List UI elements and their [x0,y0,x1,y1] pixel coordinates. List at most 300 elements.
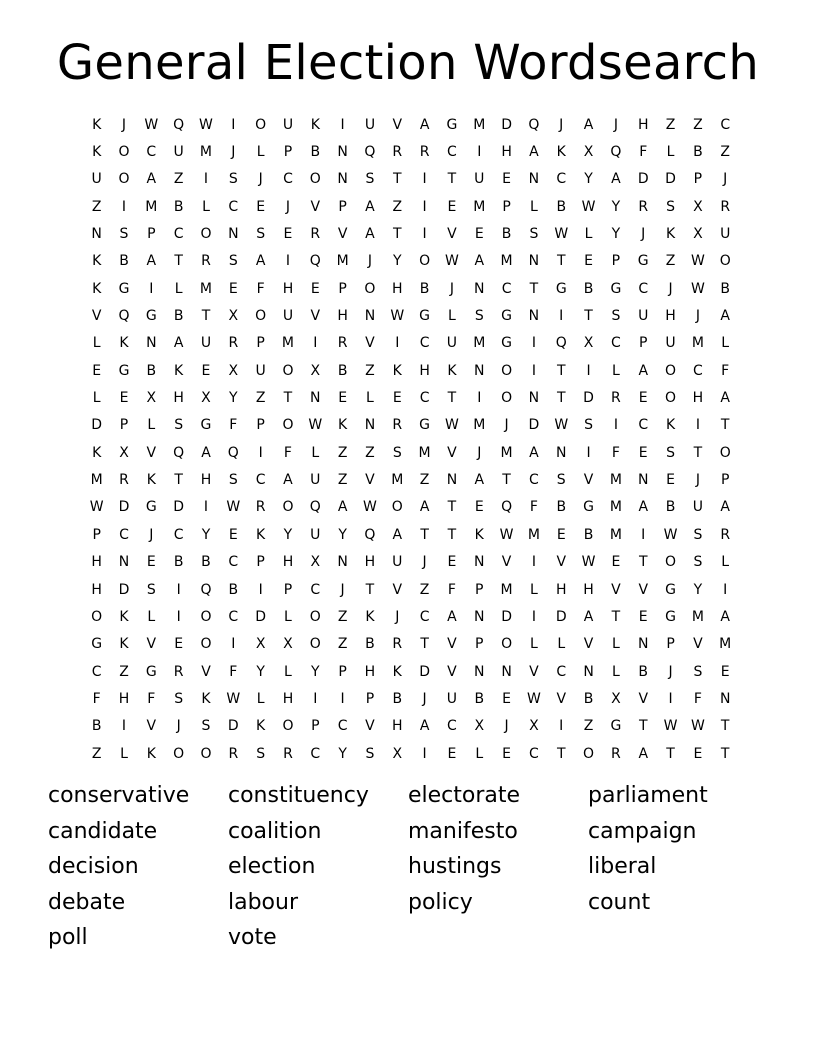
grid-letter: C [611,335,621,352]
grid-letter: W [663,718,678,735]
grid-letter: N [146,335,157,352]
grid-letter: Q [364,526,376,543]
grid-letter: J [641,226,646,243]
grid-letter: J [258,171,263,188]
grid-letter: P [256,417,265,434]
grid-letter: T [556,253,566,270]
grid-letter: A [419,116,430,133]
grid-letter: T [720,417,730,434]
grid-letter: H [364,663,376,680]
grid-letter: Y [693,581,703,598]
grid-letter: U [255,362,266,379]
grid-letter: H [118,690,130,707]
grid-letter: U [282,116,294,133]
grid-letter: N [637,472,649,489]
grid-letter: X [583,144,594,161]
grid-letter: I [231,636,236,653]
grid-letter: A [419,718,430,735]
grid-letter: R [392,144,403,161]
grid-letter: A [720,499,730,516]
grid-letter: H [555,581,567,598]
grid-letter: I [258,581,263,598]
grid-letter: Z [337,608,348,625]
grid-letter: Z [91,198,102,215]
grid-letter: A [638,745,649,762]
grid-letter: O [665,554,677,571]
grid-letter: X [583,335,594,352]
grid-letter: E [447,554,457,571]
grid-letter: M [609,499,622,516]
grid-letter: P [693,171,703,188]
grid-letter: U [392,554,403,571]
grid-row [83,576,739,603]
grid-letter: G [446,116,458,133]
grid-letter: C [529,745,539,762]
grid-letter: T [556,362,566,379]
grid-letter: G [200,417,212,434]
grid-letter: O [364,280,376,297]
grid-letter: Q [309,253,321,270]
grid-letter: S [256,226,266,243]
grid-letter: U [310,526,321,543]
grid-letter: S [228,171,238,188]
grid-letter: Z [720,144,730,161]
grid-letter: W [554,417,569,434]
grid-letter: G [118,362,130,379]
grid-letter: W [663,526,678,543]
grid-letter: T [365,581,375,598]
grid-letter: Z [419,581,430,598]
grid-letter: Y [584,171,593,188]
grid-letter: J [695,308,700,325]
grid-letter: N [637,636,649,653]
grid-letter: H [282,280,294,297]
grid-letter: T [447,390,457,407]
grid-letter: F [639,144,648,161]
grid-letter: I [176,608,181,625]
grid-letter: I [586,444,591,461]
grid-letter: L [147,608,156,625]
grid-letter: S [693,663,703,680]
grid-letter: R [419,144,430,161]
grid-row [83,631,739,658]
grid-letter: I [176,581,181,598]
grid-letter: I [559,718,564,735]
grid-letter: I [203,171,209,188]
grid-letter: M [391,472,404,489]
word-list-item: poll [48,925,88,951]
grid-letter: W [445,253,459,270]
grid-letter: W [226,499,241,516]
grid-letter: D [501,116,512,133]
grid-letter: F [447,581,456,598]
grid-letter: A [611,171,621,188]
grid-letter: R [228,335,239,352]
grid-letter: B [119,253,129,270]
grid-letter: M [691,335,704,352]
grid-letter: K [92,253,102,270]
grid-letter: K [392,362,402,379]
grid-letter: I [258,444,263,461]
grid-letter: C [419,390,430,407]
grid-letter: L [174,280,183,297]
grid-letter: F [529,499,538,516]
grid-letter: D [419,663,430,680]
grid-letter: V [365,718,375,735]
grid-letter: W [499,526,514,543]
grid-letter: Z [337,472,348,489]
grid-letter: C [447,144,457,161]
grid-letter: E [146,554,156,571]
grid-letter: E [447,745,457,762]
grid-letter: V [583,636,594,653]
grid-letter: Z [365,444,375,461]
grid-letter: E [92,362,102,379]
grid-letter: E [447,198,457,215]
grid-letter: V [146,636,157,653]
grid-letter: G [419,417,431,434]
grid-letter: V [611,581,621,598]
grid-row [83,466,739,493]
grid-letter: K [338,417,348,434]
grid-letter: G [145,308,157,325]
grid-letter: A [529,144,539,161]
grid-letter: A [447,608,457,625]
grid-letter: O [282,417,294,434]
grid-letter: Y [311,663,320,680]
grid-letter: U [364,116,376,133]
grid-letter: V [693,636,703,653]
grid-letter: T [502,472,511,489]
grid-letter: G [610,718,622,735]
grid-letter: J [422,554,427,571]
grid-row [83,248,739,275]
grid-letter: H [583,581,594,598]
grid-letter: B [501,226,512,243]
grid-letter: L [256,144,265,161]
grid-letter: O [173,745,185,762]
grid-letter: U [720,226,731,243]
grid-letter: O [282,499,294,516]
grid-letter: S [584,417,594,434]
grid-letter: I [422,171,427,188]
grid-letter: N [228,226,239,243]
grid-letter: N [719,690,731,707]
grid-row [83,138,739,165]
grid-letter: F [147,690,156,707]
grid-letter: R [255,499,266,516]
grid-letter: X [611,690,621,707]
grid-letter: O [309,636,321,653]
grid-letter: X [474,718,485,735]
grid-letter: K [92,280,102,297]
grid-letter: L [584,226,593,243]
grid-row [83,713,739,740]
grid-letter: E [474,499,484,516]
grid-letter: U [282,308,294,325]
grid-letter: I [313,335,318,352]
grid-letter: W [690,718,705,735]
grid-letter: M [473,198,486,215]
grid-letter: A [638,499,649,516]
word-list-item: candidate [48,818,158,844]
grid-letter: F [611,444,620,461]
word-list-item: liberal [588,854,657,880]
grid-letter: F [693,690,702,707]
grid-letter: F [256,280,265,297]
word-list-item: hustings [408,854,502,880]
grid-letter: C [419,335,430,352]
grid-letter: K [474,526,484,543]
grid-letter: U [173,144,184,161]
grid-letter: T [201,308,211,325]
grid-letter: P [365,690,375,707]
grid-letter: O [255,116,267,133]
grid-letter: V [447,663,457,680]
grid-letter: C [228,198,239,215]
grid-row [83,549,739,576]
grid-letter: S [365,171,375,188]
grid-letter: C [720,116,731,133]
grid-letter: N [474,608,485,625]
grid-letter: I [477,390,482,407]
grid-letter: Z [392,198,403,215]
grid-letter: G [555,280,567,297]
grid-letter: S [474,308,484,325]
grid-letter: J [231,144,236,161]
grid-letter: L [284,608,292,625]
grid-letter: N [364,308,376,325]
grid-letter: P [256,335,265,352]
grid-letter: M [473,417,486,434]
grid-letter: N [528,171,540,188]
grid-letter: V [201,663,211,680]
grid-letter: A [146,253,157,270]
grid-letter: S [666,444,675,461]
grid-letter: X [693,198,703,215]
word-list-item: policy [408,889,473,915]
grid-letter: L [530,581,538,598]
grid-letter: Q [227,444,239,461]
grid-letter: Z [583,718,594,735]
grid-letter: K [119,608,129,625]
grid-letter: H [337,308,348,325]
grid-letter: O [391,499,403,516]
grid-letter: S [611,308,621,325]
grid-letter: M [199,144,213,161]
grid-letter: Q [501,499,513,516]
grid-letter: M [500,581,513,598]
grid-letter: X [228,362,239,379]
grid-letter: Q [118,308,130,325]
grid-letter: D [665,171,676,188]
grid-letter: J [613,116,618,133]
grid-letter: B [365,636,375,653]
grid-letter: J [149,526,154,543]
grid-letter: K [665,417,676,434]
grid-letter: M [473,335,486,352]
grid-letter: V [146,718,157,735]
word-list [48,779,808,957]
word-list-item: manifesto [408,818,518,844]
grid-letter: O [309,608,321,625]
grid-letter: O [255,308,267,325]
grid-letter: T [720,745,730,762]
grid-letter: G [610,280,622,297]
word-list-item: debate [48,889,126,915]
grid-letter: K [256,526,266,543]
grid-letter: U [200,335,212,352]
grid-letter: P [639,335,648,352]
grid-letter: J [668,280,673,297]
grid-letter: O [419,253,431,270]
grid-letter: N [528,308,540,325]
grid-letter: K [392,663,402,680]
grid-letter: T [638,554,648,571]
grid-row [83,220,739,247]
grid-letter: B [173,308,184,325]
grid-letter: C [638,417,649,434]
grid-letter: C [692,362,703,379]
grid-letter: B [556,499,567,516]
grid-letter: W [226,690,241,707]
grid-letter: B [474,690,485,707]
grid-letter: Z [119,663,129,680]
grid-letter: P [666,636,675,653]
grid-letter: L [311,444,320,461]
grid-letter: P [283,144,293,161]
grid-letter: S [392,444,402,461]
grid-letter: O [719,253,731,270]
grid-letter: P [338,663,347,680]
grid-letter: A [474,253,485,270]
grid-letter: B [228,581,239,598]
grid-letter: Z [91,745,102,762]
grid-letter: I [422,745,427,762]
grid-letter: J [367,253,373,270]
grid-letter: V [556,554,567,571]
grid-letter: W [581,554,596,571]
grid-letter: A [173,335,184,352]
grid-letter: B [693,144,703,161]
grid-letter: C [228,608,239,625]
grid-letter: V [91,308,102,325]
grid-letter: C [310,581,321,598]
grid-letter: S [119,226,129,243]
grid-letter: P [338,280,347,297]
grid-letter: V [392,116,403,133]
grid-letter: T [556,745,566,762]
grid-letter: B [337,362,348,379]
grid-row [83,330,739,357]
grid-letter: F [229,417,238,434]
grid-letter: J [121,116,127,133]
grid-letter: E [611,554,621,571]
grid-letter: B [583,690,594,707]
grid-letter: V [583,472,594,489]
grid-letter: E [392,390,402,407]
grid-letter: A [720,608,730,625]
grid-letter: C [447,718,457,735]
grid-letter: J [340,581,345,598]
grid-letter: M [418,444,431,461]
grid-letter: H [392,718,403,735]
grid-letter: H [91,581,102,598]
grid-letter: S [693,526,703,543]
grid-letter: G [118,280,130,297]
grid-letter: T [584,308,593,325]
grid-letter: X [146,390,157,407]
grid-letter: D [583,390,594,407]
grid-letter: O [118,144,130,161]
grid-letter: I [285,253,291,270]
grid-letter: E [310,280,320,297]
grid-letter: D [255,608,267,625]
grid-letter: Y [338,526,347,543]
grid-letter: T [420,636,429,653]
grid-letter: O [583,745,595,762]
grid-letter: K [665,226,676,243]
grid-letter: F [229,663,238,680]
word-list-item: vote [228,925,277,951]
grid-letter: Q [610,144,622,161]
grid-letter: Y [283,526,293,543]
grid-letter: W [390,308,405,325]
grid-letter: K [119,335,129,352]
grid-letter: Q [309,499,321,516]
grid-letter: O [665,390,677,407]
grid-letter: B [419,280,430,297]
grid-letter: N [474,663,485,680]
grid-letter: E [502,690,512,707]
grid-letter: R [310,226,321,243]
grid-letter: A [419,499,430,516]
word-list-item: count [588,889,651,915]
page-title: General Election Wordsearch [56,35,760,91]
grid-letter: H [692,390,704,407]
grid-letter: P [92,526,101,543]
grid-letter: C [173,526,184,543]
grid-letter: Y [256,663,265,680]
grid-letter: J [422,690,427,707]
grid-letter: C [337,718,348,735]
grid-letter: N [337,554,348,571]
grid-letter: B [173,554,184,571]
grid-letter: S [228,472,238,489]
grid-letter: K [174,362,184,379]
grid-letter: O [309,171,321,188]
grid-letter: H [282,690,294,707]
grid-letter: M [90,472,103,489]
grid-letter: K [447,362,457,379]
grid-letter: Z [365,362,375,379]
grid-letter: B [556,198,567,215]
grid-row [83,302,739,329]
grid-row [83,357,739,384]
grid-letter: B [720,280,731,297]
grid-letter: H [637,116,649,133]
grid-letter: M [145,198,158,215]
grid-letter: M [500,444,513,461]
grid-letter: W [690,253,705,270]
grid-letter: V [529,663,539,680]
grid-letter: D [637,171,649,188]
grid-letter: J [477,444,482,461]
grid-letter: O [200,745,212,762]
grid-row [83,603,739,630]
grid-letter: F [92,690,101,707]
grid-letter: J [449,280,454,297]
